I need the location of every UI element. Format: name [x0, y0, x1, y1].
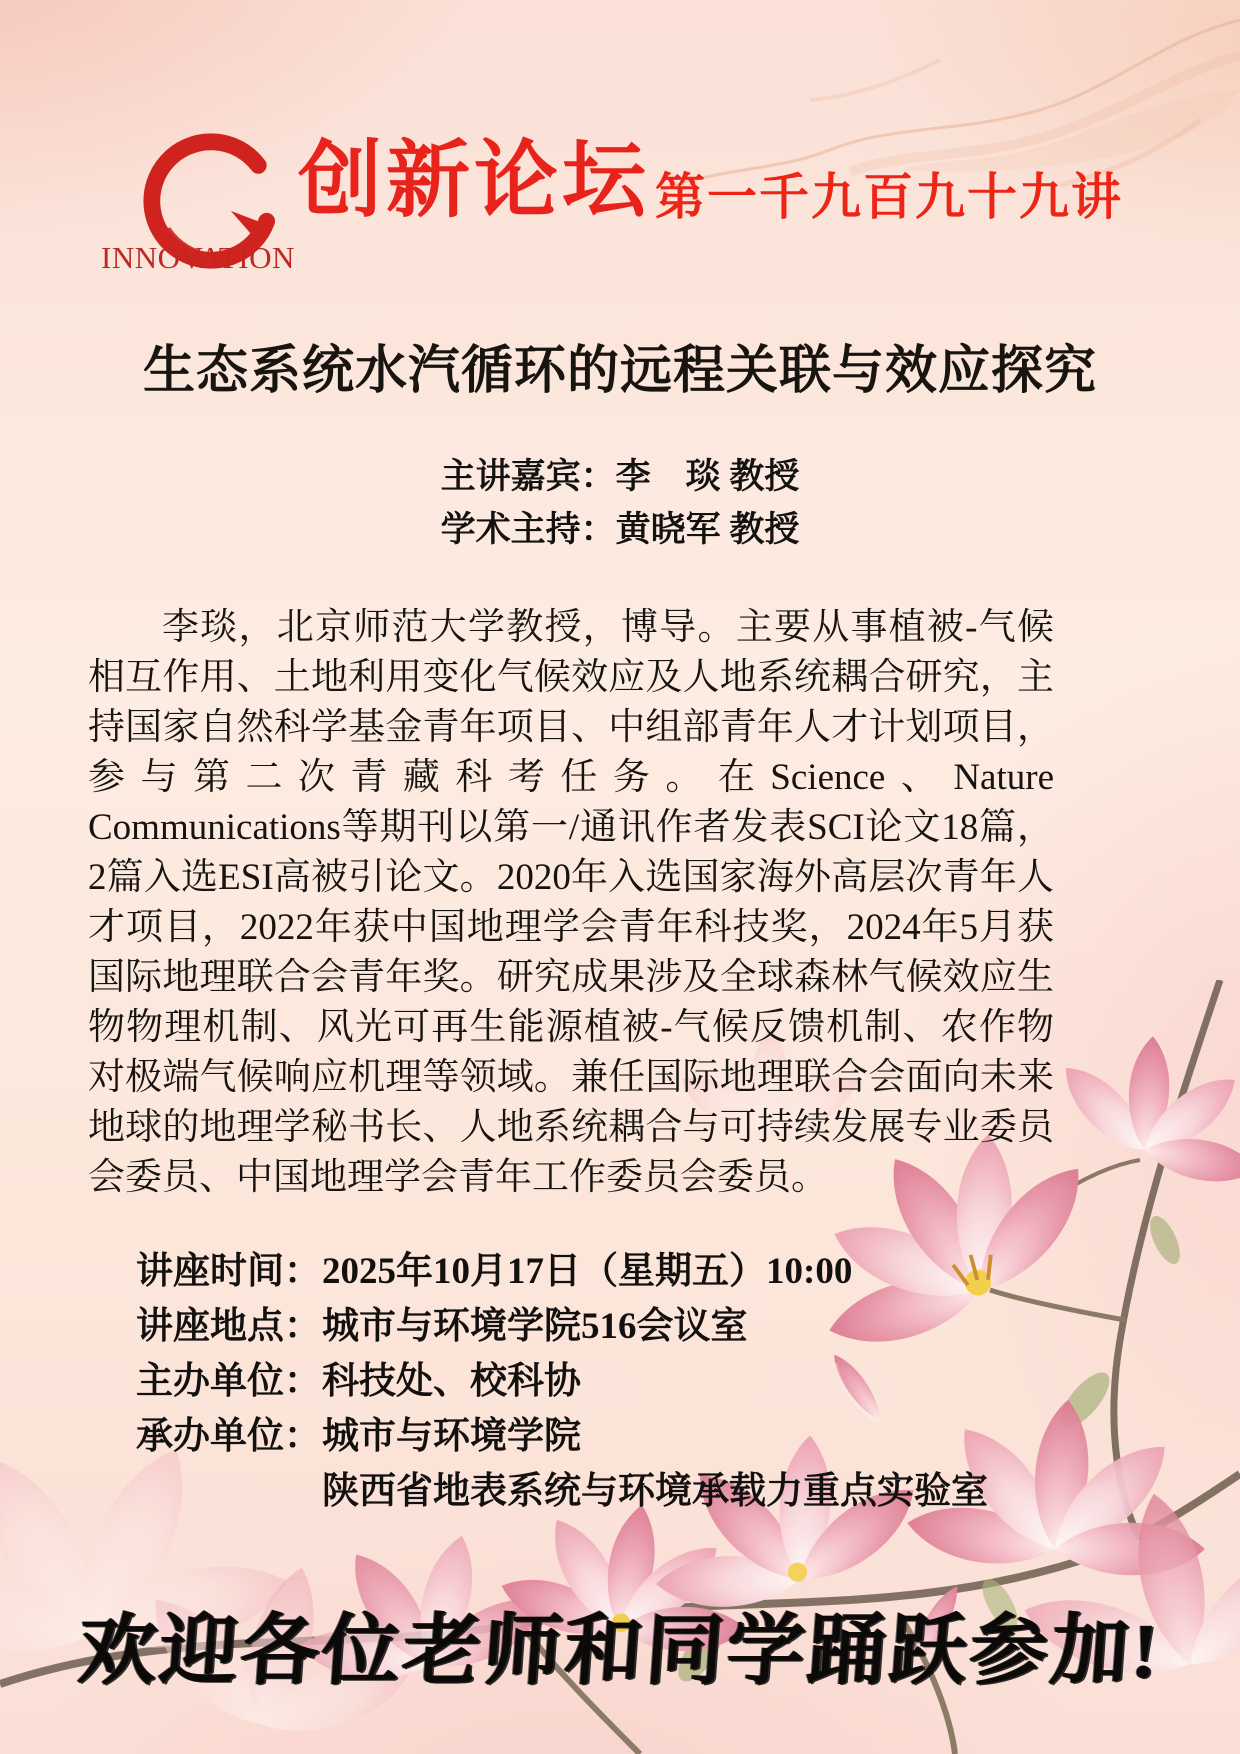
detail-row-time: [136, 1252, 988, 1292]
guest-lines: [0, 450, 1240, 556]
detail-value: 城市与环境学院: [322, 1416, 581, 1457]
detail-value: 城市与环境学院516会议室: [322, 1306, 748, 1347]
detail-label: 讲座时间：: [136, 1251, 321, 1292]
speaker-line: 主讲嘉宾：李 琰 教授: [440, 457, 800, 496]
detail-value: 陕西省地表系统与环境承载力重点实验室: [322, 1471, 988, 1512]
detail-row-organizer: [136, 1362, 988, 1402]
detail-row-host-unit-2: [136, 1472, 988, 1512]
logo-innovation-text: INNOVATION: [101, 240, 295, 275]
detail-row-host-unit: [136, 1417, 988, 1457]
lecture-details: [136, 1252, 988, 1527]
lecture-main-title: 生态系统水汽循环的远程关联与效应探究: [142, 343, 1097, 400]
detail-label: 讲座地点：: [136, 1306, 321, 1347]
host-line: 学术主持：黄晓军 教授: [440, 510, 800, 549]
detail-label: 承办单位：: [136, 1416, 321, 1457]
detail-value: 科技处、校科协: [322, 1361, 581, 1402]
lecture-number: 第一千九百九十九讲: [655, 169, 1123, 225]
forum-title: 创新论坛: [298, 133, 651, 227]
speaker-biography: 李琰，北京师范大学教授，博导。主要从事植被-气候相互作用、土地利用变化气候效应及人地系统耦合研究，主持国家自然科学基金青年项目、中组部青年人才计划项目，参与第二次青藏科考任务。在Science、Nature Communications等期刊以第一/通讯作者发表SCI论文18篇，2篇入选ESI高被引论文。2020年入选国家海外高层次青年人才项目，2022年获中国地理学会青年科技奖，2024年5月获国际地理联合会青年奖。研究成果涉及全球森林气候效应生物物理机制、风光可再生能源植被-气候反馈机制、农作物对极端气候响应机理等领域。兼任国际地理联合会面向未来地球的地理学秘书长、人地系统耦合与可持续发展专业委员会委员、中国地理学会青年工作委员会委员。: [88, 607, 1054, 1198]
welcome-text: 欢迎各位老师和同学踊跃参加!: [75, 1607, 1164, 1694]
detail-row-location: [136, 1307, 988, 1347]
detail-label: [136, 1472, 322, 1512]
detail-label: 主办单位：: [136, 1361, 321, 1402]
detail-value: 2025年10月17日（星期五）10:00: [322, 1251, 853, 1292]
mountain-ink-texture-decoration: [600, 0, 1240, 320]
